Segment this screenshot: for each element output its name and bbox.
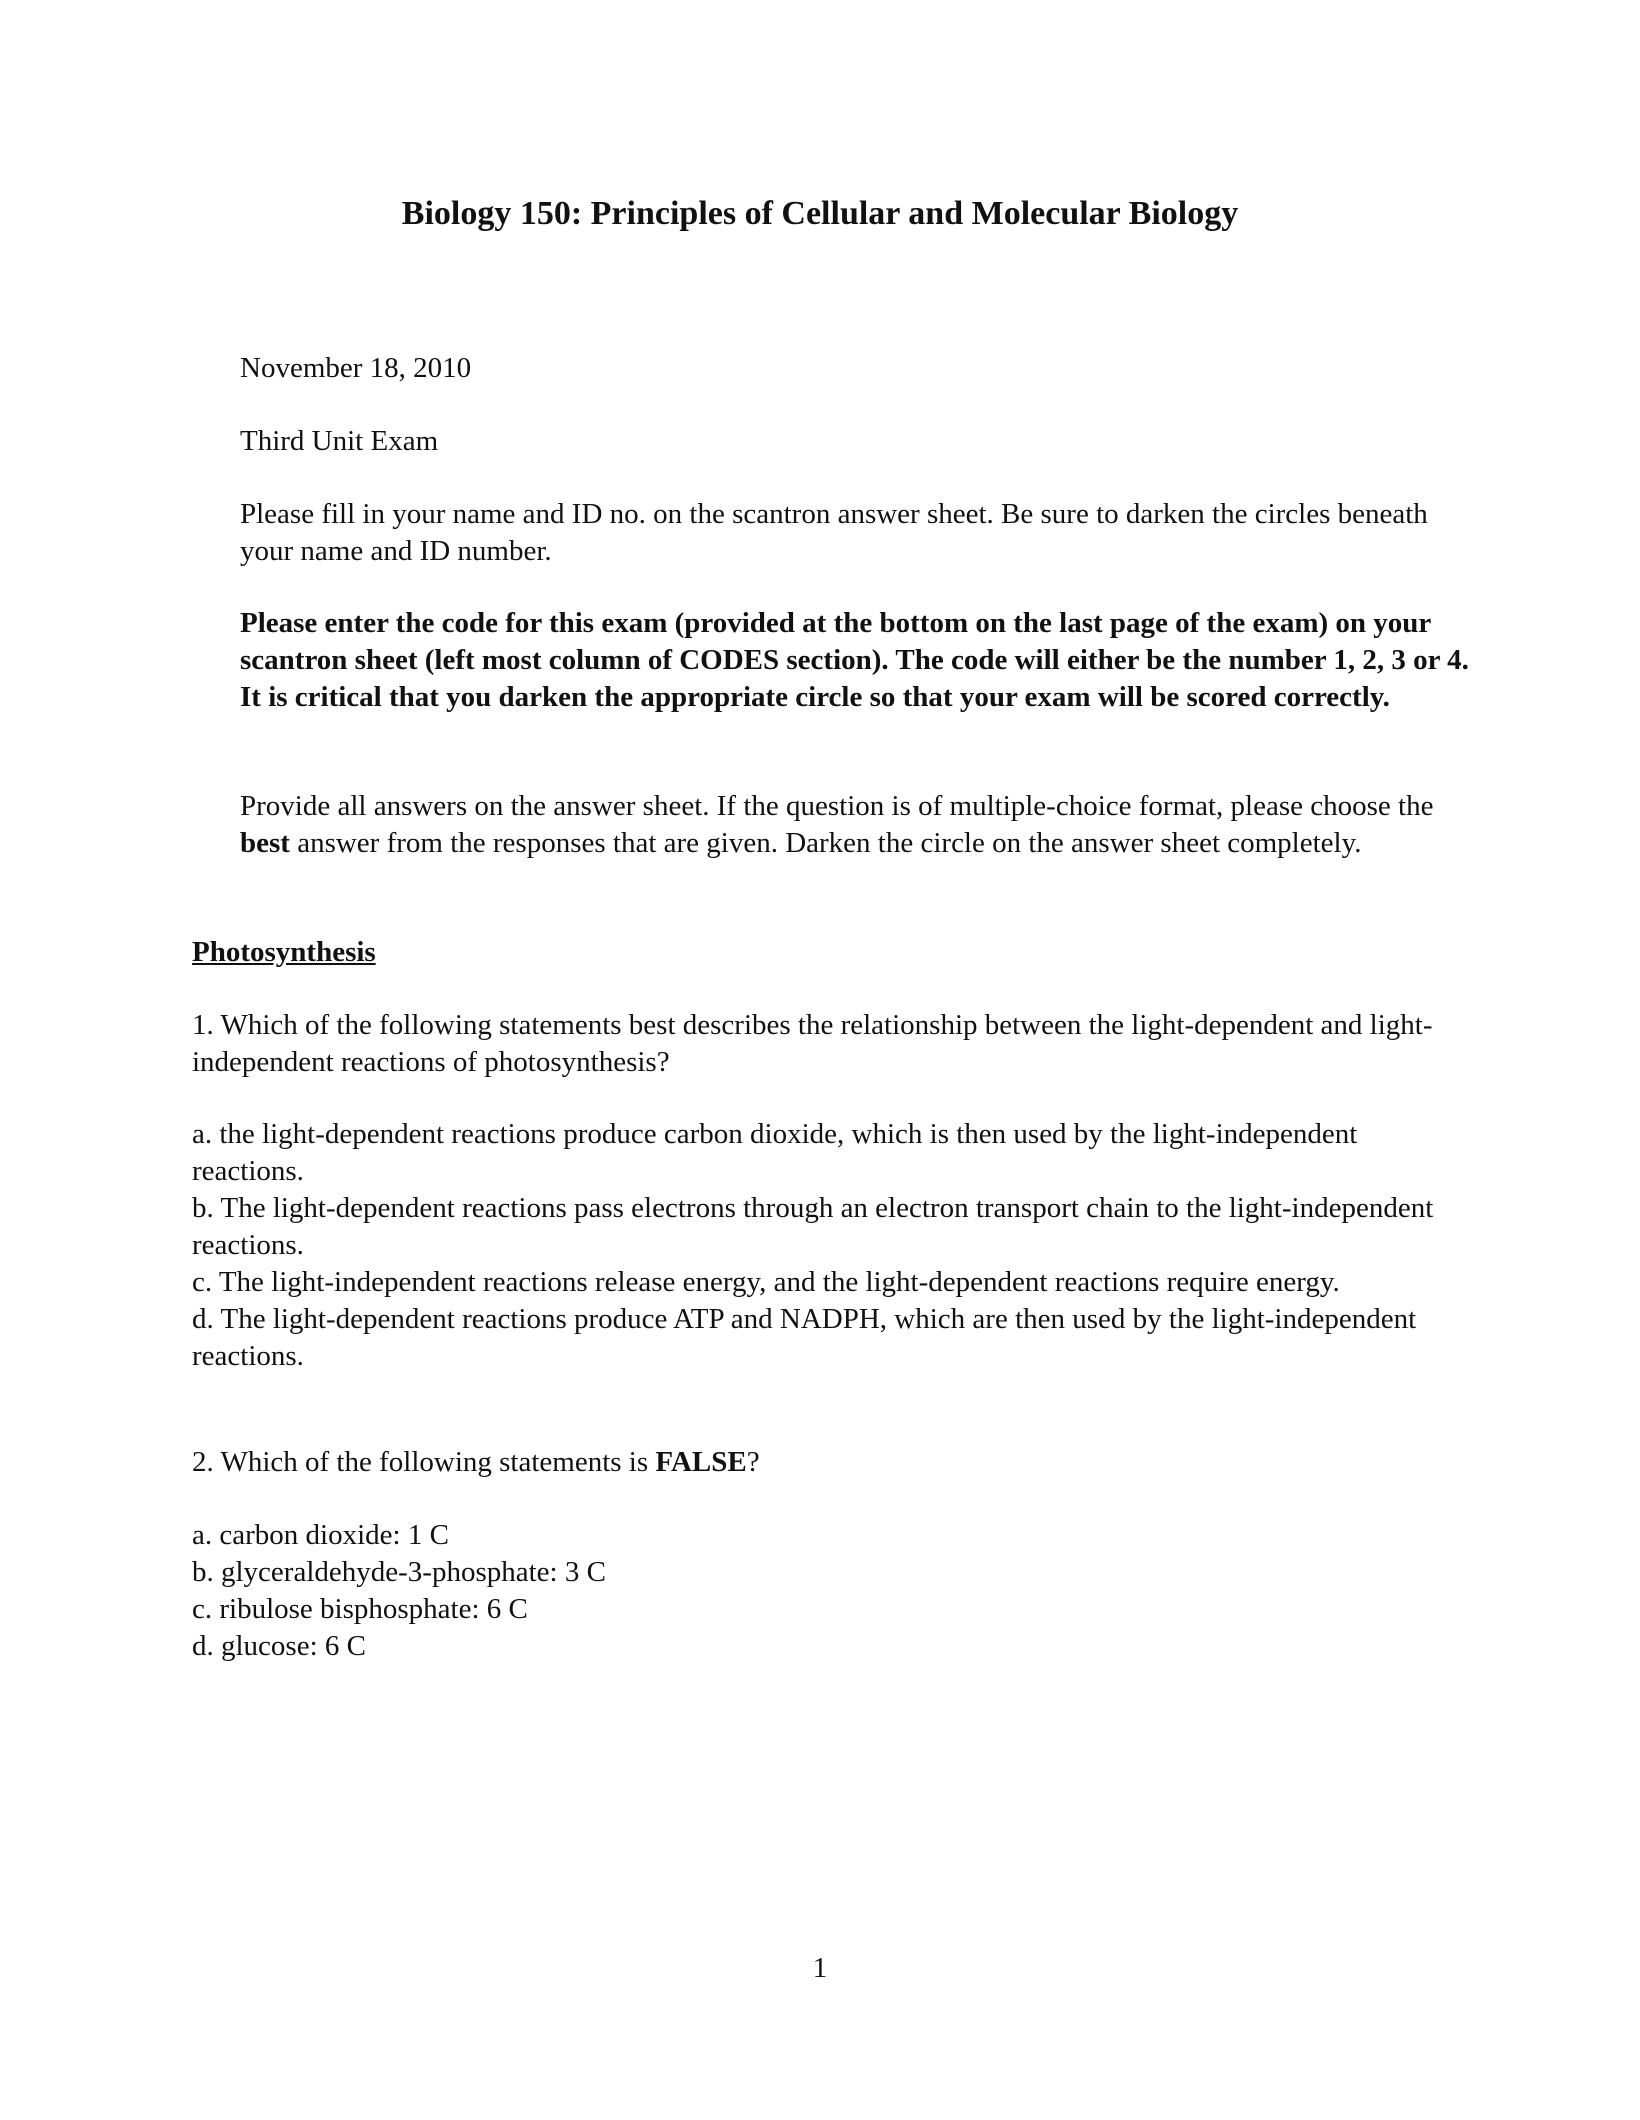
- exam-date: November 18, 2010: [240, 352, 472, 384]
- question-2-stem-part1: 2. Which of the following statements is: [192, 1446, 656, 1478]
- question-1-option-d: d. The light-dependent reactions produce ATP and NADPH, which are then used by the light-independent reactions.: [192, 1303, 1417, 1372]
- question-1-stem: 1. Which of the following statements best describes the relationship between the light-dependent and light-independent reactions of photosynthesis?: [192, 1009, 1433, 1078]
- section-heading: Photosynthesis: [192, 936, 376, 968]
- question-2-option-d: d. glucose: 6 C: [192, 1630, 366, 1662]
- question-2-option-c: c. ribulose bisphosphate: 6 C: [192, 1593, 528, 1625]
- question-2-option-a: a. carbon dioxide: 1 C: [192, 1519, 449, 1551]
- question-1-option-c: c. The light-independent reactions release energy, and the light-dependent reactions require energy.: [192, 1266, 1340, 1298]
- instructions-3-part1: Provide all answers on the answer sheet. If the question is of multiple-choice format, please choose the: [240, 790, 1434, 822]
- question-1-options: [192, 1116, 1460, 1375]
- question-2-options: [192, 1517, 1460, 1665]
- question-2-option-b: b. glyceraldehyde-3-phosphate: 3 C: [192, 1556, 606, 1588]
- question-2-stem-part2: ?: [746, 1446, 760, 1478]
- document-title: Biology 150: Principles of Cellular and Molecular Biology: [401, 195, 1239, 232]
- instructions-3-emphasis: best: [240, 827, 290, 859]
- question-1-option-a: a. the light-dependent reactions produce carbon dioxide, which is then used by the light-independent reactions.: [192, 1118, 1358, 1187]
- instructions-paragraph-2: Please enter the code for this exam (provided at the bottom on the last page of the exam) on your scantron sheet (left most column of CODES section). The code will either be the number 1, 2, 3 or 4. It is critical that you darken the appropriate circle so that your exam will be scored correctly.: [240, 607, 1469, 713]
- page-number: 1: [812, 1952, 828, 1984]
- question-2-stem: [192, 1444, 1460, 1481]
- question-2-stem-emphasis: FALSE: [655, 1446, 747, 1478]
- exam-name: Third Unit Exam: [240, 425, 439, 457]
- instructions-paragraph-3: [240, 788, 1460, 862]
- instructions-3-part2: answer from the responses that are given. Darken the circle on the answer sheet completely.: [289, 827, 1362, 859]
- question-1-option-b: b. The light-dependent reactions pass electrons through an electron transport chain to the light-independent reactions.: [192, 1192, 1434, 1261]
- instructions-paragraph-1: Please fill in your name and ID no. on the scantron answer sheet. Be sure to darken the circles beneath your name and ID number.: [240, 498, 1428, 567]
